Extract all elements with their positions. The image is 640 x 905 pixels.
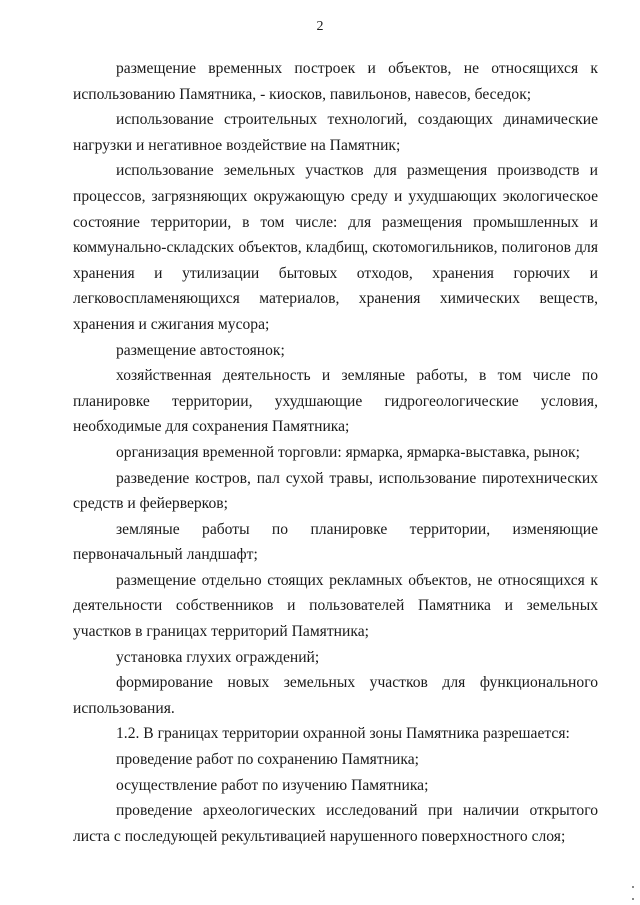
paragraph: хозяйственная деятельность и земляные работы, в том числе по планировке территории, ухудшающие гидрогеологические условия, необходимые для сохранения Памятника; <box>73 367 598 436</box>
paragraph: организация временной торговли: ярмарка, ярмарка-выставка, рынок; <box>116 443 580 461</box>
page-number: 2 <box>316 19 324 34</box>
paragraph: проведение археологических исследований при наличии открытого листа с последующей рекультивацией нарушенного поверхностного слоя; <box>73 802 598 845</box>
section-heading-paragraph: 1.2. В границах территории охранной зоны Памятника разрешается: <box>116 725 570 743</box>
paragraph: формирование новых земельных участков для функционального использования. <box>73 674 598 717</box>
paragraph: разведение костров, пал сухой травы, использование пиротехнических средств и фейерверков; <box>73 469 598 513</box>
scan-speck <box>632 898 634 900</box>
paragraph: земляные работы по планировке территории, изменяющие первоначальный ландшафт; <box>73 520 598 564</box>
paragraph: размещение временных построек и объектов, не относящихся к использованию Памятника, - киосков, павильонов, навесов, беседок; <box>73 60 598 103</box>
paragraph: проведение работ по сохранению Памятника; <box>116 751 419 769</box>
paragraph: размещение автостоянок; <box>116 341 285 359</box>
paragraph: установка глухих ограждений; <box>116 648 320 666</box>
scan-speck <box>632 886 634 888</box>
paragraph: использование земельных участков для размещения производств и процессов, загрязняющих окружающую среду и ухудшающих экологическое состояние территории, в том числе: для размещения промышленных и коммунально-складских объектов, кладбищ, скотомогильников, полигонов для хранения и утилизации бытовых отходов, хранения горючих и легковоспламеняющихся материалов, хранения химических веществ, хранения и сжигания мусора; <box>73 162 598 333</box>
paragraph: размещение отдельно стоящих рекламных объектов, не относящихся к деятельности собственников и пользователей Памятника и земельных участков в границах территорий Памятника; <box>73 571 598 641</box>
paragraph: использование строительных технологий, создающих динамические нагрузки и негативное воздействие на Памятник; <box>73 111 598 154</box>
paragraph: осуществление работ по изучению Памятника; <box>116 776 429 794</box>
document-body <box>73 56 598 849</box>
